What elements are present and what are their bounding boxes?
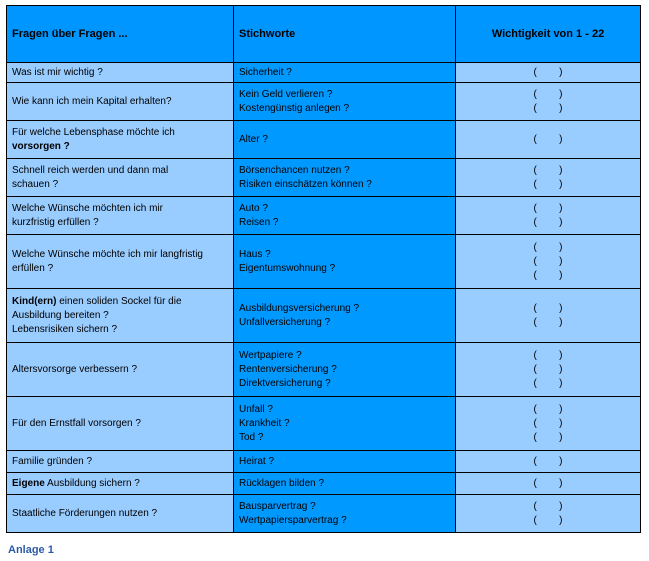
rating-input[interactable]: ( ): [533, 431, 563, 443]
question-text: erfüllen ?: [12, 262, 54, 274]
rating-input[interactable]: ( ): [533, 514, 563, 526]
rating-input[interactable]: ( ): [533, 302, 563, 314]
rating-input[interactable]: ( ): [533, 349, 563, 361]
keyword-item: Eigentumswohnung ?: [239, 262, 336, 274]
importance-cell: [456, 159, 641, 197]
question-text: Schnell reich werden und dann mal: [12, 164, 169, 176]
question-cell: [7, 495, 234, 533]
table-row: [7, 289, 641, 343]
keywords-cell: [234, 397, 456, 451]
keyword-item: Rentenversicherung ?: [239, 363, 337, 375]
question-text: schauen ?: [12, 178, 59, 190]
question-line: [12, 262, 228, 276]
keyword-item: Kostengünstig anlegen ?: [239, 102, 350, 114]
rating-input[interactable]: ( ): [533, 316, 563, 328]
footer-label: Anlage 1: [8, 544, 54, 556]
header-importance: Wichtigkeit von 1 - 22: [456, 6, 641, 63]
importance-cell: [456, 121, 641, 159]
question-line: [12, 309, 228, 323]
keywords-cell: [234, 473, 456, 495]
rating-input[interactable]: ( ): [533, 216, 563, 228]
question-line: [12, 178, 228, 192]
keywords-cell: [234, 197, 456, 235]
keyword-item: Börsenchancen nutzen ?: [239, 164, 350, 176]
question-text: Für welche Lebensphase möchte ich: [12, 126, 175, 138]
question-cell: [7, 121, 234, 159]
keywords-cell: [234, 235, 456, 289]
questions-table-container: [6, 5, 640, 533]
question-emphasis: Eigene: [12, 477, 45, 489]
question-cell: [7, 83, 234, 121]
question-line: [12, 95, 228, 109]
question-text: einen soliden Sockel für die: [56, 295, 182, 307]
question-text: kurzfristig erfüllen ?: [12, 216, 99, 228]
keyword-item: Ausbildungsversicherung ?: [239, 302, 360, 314]
importance-cell: [456, 235, 641, 289]
table-row: [7, 235, 641, 289]
question-line: [12, 363, 228, 377]
question-cell: [7, 473, 234, 495]
keyword-item: Unfall ?: [239, 403, 273, 415]
header-questions: Fragen über Fragen ...: [7, 6, 234, 63]
keyword-item: Unfallversicherung ?: [239, 316, 331, 328]
keyword-item: Auto ?: [239, 202, 268, 214]
keyword-item: Haus ?: [239, 248, 271, 260]
question-text: Wie kann ich mein Kapital erhalten?: [12, 95, 172, 107]
question-line: [12, 323, 228, 337]
importance-cell: [456, 397, 641, 451]
question-line: [12, 248, 228, 262]
table-row: [7, 63, 641, 83]
keyword-item: Reisen ?: [239, 216, 279, 228]
question-line: [12, 417, 228, 431]
importance-cell: [456, 451, 641, 473]
keyword-item: Wertpapiere ?: [239, 349, 302, 361]
keywords-cell: [234, 83, 456, 121]
keyword-item: Direktversicherung ?: [239, 377, 331, 389]
rating-input[interactable]: ( ): [533, 202, 563, 214]
question-cell: [7, 289, 234, 343]
question-line: [12, 140, 228, 154]
rating-input[interactable]: ( ): [533, 377, 563, 389]
question-line: [12, 477, 228, 491]
question-cell: [7, 343, 234, 397]
importance-cell: [456, 63, 641, 83]
keywords-cell: [234, 121, 456, 159]
question-line: [12, 202, 228, 216]
question-cell: [7, 159, 234, 197]
importance-cell: [456, 495, 641, 533]
question-cell: [7, 235, 234, 289]
table-row: [7, 451, 641, 473]
table-row: [7, 473, 641, 495]
rating-input[interactable]: ( ): [533, 269, 563, 281]
question-line: [12, 507, 228, 521]
question-line: [12, 164, 228, 178]
keyword-item: Alter ?: [239, 133, 268, 145]
questions-table: [6, 5, 641, 533]
question-text: Lebensrisiken sichern ?: [12, 323, 118, 335]
keyword-item: Tod ?: [239, 431, 264, 443]
keyword-item: Bausparvertrag ?: [239, 500, 316, 512]
rating-input[interactable]: ( ): [533, 500, 563, 512]
question-text: Für den Ernstfall vorsorgen ?: [12, 417, 141, 429]
question-line: [12, 455, 228, 469]
keyword-item: Sicherheit ?: [239, 66, 292, 78]
question-text: Ausbildung sichern ?: [44, 477, 140, 489]
keywords-cell: [234, 289, 456, 343]
question-line: [12, 66, 228, 80]
importance-cell: [456, 197, 641, 235]
table-row: [7, 159, 641, 197]
table-row: [7, 197, 641, 235]
question-text: Was ist mir wichtig ?: [12, 66, 103, 78]
keyword-item: Rücklagen bilden ?: [239, 477, 325, 489]
table-row: [7, 343, 641, 397]
keyword-item: Kein Geld verlieren ?: [239, 88, 333, 100]
question-text: Ausbildung bereiten ?: [12, 309, 109, 321]
rating-input[interactable]: ( ): [533, 417, 563, 429]
rating-input[interactable]: ( ): [533, 178, 563, 190]
question-text: Welche Wünsche möchte ich mir langfristig: [12, 248, 203, 260]
header-keywords: Stichworte: [234, 6, 456, 63]
table-row: [7, 121, 641, 159]
question-emphasis: Kind(ern): [12, 295, 57, 307]
rating-input[interactable]: ( ): [533, 164, 563, 176]
rating-input[interactable]: ( ): [533, 88, 563, 100]
rating-input[interactable]: ( ): [533, 455, 563, 467]
keyword-item: Risiken einschätzen können ?: [239, 178, 372, 190]
importance-cell: [456, 343, 641, 397]
question-text: Familie gründen ?: [12, 455, 93, 467]
question-text: Welche Wünsche möchten ich mir: [12, 202, 163, 214]
table-row: [7, 83, 641, 121]
header-row: [7, 6, 641, 63]
question-line: [12, 295, 228, 309]
keywords-cell: [234, 343, 456, 397]
question-text: Staatliche Förderungen nutzen ?: [12, 507, 158, 519]
importance-cell: [456, 83, 641, 121]
question-cell: [7, 197, 234, 235]
question-cell: [7, 451, 234, 473]
rating-input[interactable]: ( ): [533, 241, 563, 253]
question-cell: [7, 63, 234, 83]
keywords-cell: [234, 451, 456, 473]
question-cell: [7, 397, 234, 451]
keywords-cell: [234, 63, 456, 83]
table-row: [7, 495, 641, 533]
rating-input[interactable]: ( ): [533, 477, 563, 489]
keyword-item: Heirat ?: [239, 455, 275, 467]
rating-input[interactable]: ( ): [533, 102, 563, 114]
keywords-cell: [234, 159, 456, 197]
importance-cell: [456, 473, 641, 495]
importance-cell: [456, 289, 641, 343]
table-row: [7, 397, 641, 451]
rating-input[interactable]: ( ): [533, 363, 563, 375]
question-line: [12, 126, 228, 140]
question-line: [12, 216, 228, 230]
question-text: Altersvorsorge verbessern ?: [12, 363, 138, 375]
question-emphasis: vorsorgen ?: [12, 140, 70, 152]
keywords-cell: [234, 495, 456, 533]
keyword-item: Wertpapiersparvertrag ?: [239, 514, 347, 526]
rating-input[interactable]: ( ): [533, 403, 563, 415]
rating-input[interactable]: ( ): [533, 66, 563, 78]
rating-input[interactable]: ( ): [533, 255, 563, 267]
rating-input[interactable]: ( ): [533, 133, 563, 145]
table-body: [7, 63, 641, 533]
keyword-item: Krankheit ?: [239, 417, 290, 429]
